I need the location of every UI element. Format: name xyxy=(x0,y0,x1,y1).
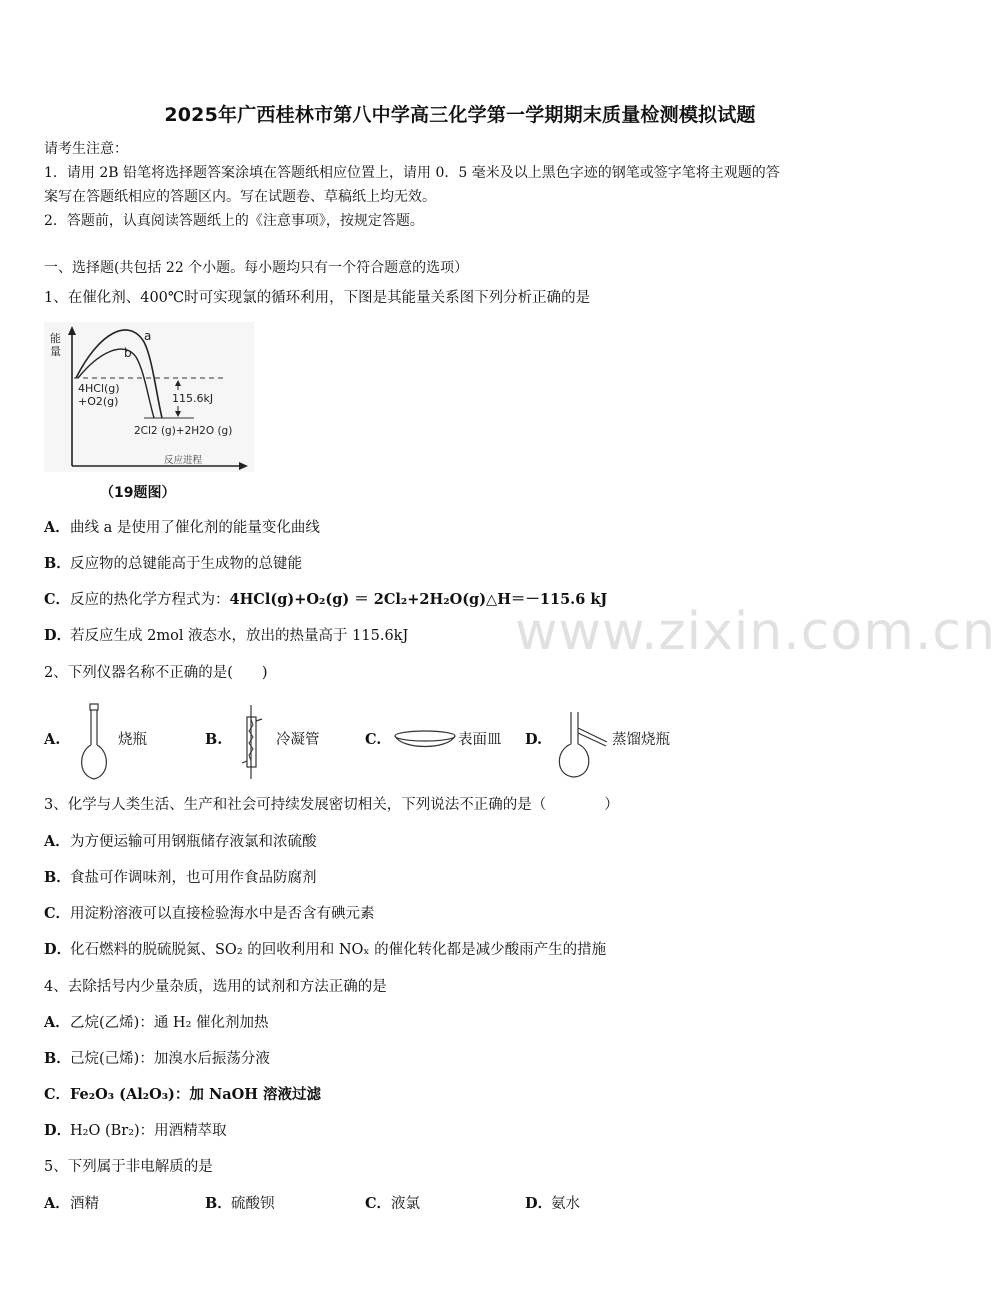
q2-label-c: C. xyxy=(365,731,382,748)
q5-option-d[interactable] xyxy=(525,1194,580,1214)
condenser-icon xyxy=(240,703,264,781)
notice-line-2: 2．答题前，认真阅读答题纸上的《注意事项》，按规定答题。 xyxy=(44,213,424,229)
q5-stem: 5、下列属于非电解质的是 xyxy=(44,1159,213,1175)
q2-option-a[interactable]: 烧瓶 xyxy=(118,732,147,748)
option-label: A． xyxy=(44,1195,70,1212)
q4-option-a[interactable] xyxy=(44,1013,269,1033)
option-label: A． xyxy=(44,833,70,850)
option-text: 己烷(己烯)：加溴水后振荡分液 xyxy=(70,1051,270,1067)
product-label: 2Cl2 (g)+2H2O (g) xyxy=(134,425,233,437)
q1-option-b[interactable] xyxy=(44,554,302,574)
flask-icon xyxy=(74,703,114,781)
option-text: 乙烷(乙烯)：通 H₂ 催化剂加热 xyxy=(70,1015,269,1031)
option-label: D． xyxy=(525,1195,553,1212)
option-text: 若反应生成 2mol 液态水，放出的热量高于 115.6kJ xyxy=(70,628,409,644)
option-label: D． xyxy=(44,941,72,958)
option-text: 曲线 a 是使用了催化剂的能量变化曲线 xyxy=(70,520,320,536)
notice-heading: 请考生注意： xyxy=(44,141,128,157)
q3-option-b[interactable] xyxy=(44,868,317,888)
option-text: 食盐可作调味剂，也可用作食品防腐剂 xyxy=(70,870,317,886)
delta-label: 115.6kJ xyxy=(172,392,214,405)
option-text: 反应的热化学方程式为： xyxy=(70,592,230,608)
option-equation: 4HCl(g)+O₂(g) ＝ 2Cl₂+2H₂O(g)△H＝－115.6 kJ xyxy=(229,591,608,608)
q2-label-b: B. xyxy=(205,731,223,748)
q4-option-c[interactable] xyxy=(44,1085,321,1105)
watch-glass-icon xyxy=(392,728,458,754)
section-heading: 一、选择题(共包括 22 个小题。每小题均只有一个符合题意的选项） xyxy=(44,260,469,276)
option-text: 为方便运输可用钢瓶储存液氯和浓硫酸 xyxy=(70,834,317,850)
q5-option-a[interactable] xyxy=(44,1194,99,1214)
option-label: D． xyxy=(44,627,72,644)
option-text: 液氯 xyxy=(391,1196,420,1212)
curve-a-label: a xyxy=(144,329,152,343)
q1-stem: 1、在催化剂、400℃时可实现氯的循环利用，下图是其能量关系图下列分析正确的是 xyxy=(44,290,591,306)
option-label: C． xyxy=(365,1195,392,1212)
figure-caption: （19题图） xyxy=(100,485,176,501)
y-axis-label-2: 量 xyxy=(50,345,61,358)
option-text: 硫酸钡 xyxy=(231,1196,275,1212)
option-label: B． xyxy=(44,1050,71,1067)
q2-option-c[interactable]: 表面皿 xyxy=(458,732,502,748)
option-text: 化石燃料的脱硫脱氮、SO₂ 的回收利用和 NOₓ 的催化转化都是减少酸雨产生的措施 xyxy=(70,942,607,958)
q4-option-b[interactable] xyxy=(44,1049,270,1069)
q4-option-d[interactable] xyxy=(44,1121,227,1141)
option-label: A． xyxy=(44,519,70,536)
q1-option-d[interactable] xyxy=(44,626,408,646)
q2-option-b[interactable]: 冷凝管 xyxy=(276,732,320,748)
option-text: H₂O (Br₂)：用酒精萃取 xyxy=(70,1123,227,1139)
notice-line-1b: 案写在答题纸相应的答题区内。写在试题卷、草稿纸上均无效。 xyxy=(44,189,436,205)
option-label: B． xyxy=(44,869,71,886)
y-axis-label-1: 能 xyxy=(50,332,61,345)
option-label: C． xyxy=(44,905,71,922)
x-axis-label: 反应进程 xyxy=(164,455,203,466)
option-text: 氨水 xyxy=(551,1196,580,1212)
reactant-label-1: 4HCl(g) xyxy=(78,382,120,395)
q2-option-d[interactable]: 蒸馏烧瓶 xyxy=(612,732,670,748)
q2-label-d: D. xyxy=(525,731,543,748)
option-text: 反应物的总键能高于生成物的总键能 xyxy=(70,556,302,572)
q5-option-b[interactable] xyxy=(205,1194,275,1214)
option-label: C． xyxy=(44,1086,71,1103)
option-label: B． xyxy=(205,1195,232,1212)
option-text: 酒精 xyxy=(70,1196,99,1212)
watermark: www.zixin.com.cn xyxy=(515,602,996,662)
q3-option-d[interactable] xyxy=(44,940,606,960)
q5-option-c[interactable] xyxy=(365,1194,420,1214)
q2-stem: 2、下列仪器名称不正确的是( ) xyxy=(44,665,268,681)
q3-stem: 3、化学与人类生活、生产和社会可持续发展密切相关，下列说法不正确的是（ ） xyxy=(44,797,619,813)
curve-b-label: b xyxy=(124,346,132,360)
q4-stem: 4、去除括号内少量杂质，选用的试剂和方法正确的是 xyxy=(44,979,387,995)
q3-option-a[interactable] xyxy=(44,832,317,852)
option-label: D． xyxy=(44,1122,72,1139)
option-label: A． xyxy=(44,1014,70,1031)
page-title: 2025年广西桂林市第八中学高三化学第一学期期末质量检测模拟试题 xyxy=(164,104,756,126)
notice-line-1: 1．请用 2B 铅笔将选择题答案涂填在答题纸相应位置上，请用 0．5 毫米及以上黑色字迹的钢笔或签字笔将主观题的答 xyxy=(44,165,780,181)
option-text: 用淀粉溶液可以直接检验海水中是否含有碘元素 xyxy=(70,906,375,922)
q3-option-c[interactable] xyxy=(44,904,375,924)
option-label: C． xyxy=(44,591,71,608)
option-text: Fe₂O₃ (Al₂O₃)：加 NaOH 溶液过滤 xyxy=(70,1086,321,1103)
distillation-flask-icon xyxy=(553,710,609,780)
option-label: B． xyxy=(44,555,71,572)
reactant-label-2: +O2(g) xyxy=(78,395,119,408)
energy-diagram xyxy=(44,322,254,472)
q2-label-a: A. xyxy=(44,731,61,748)
q1-option-a[interactable] xyxy=(44,518,320,538)
